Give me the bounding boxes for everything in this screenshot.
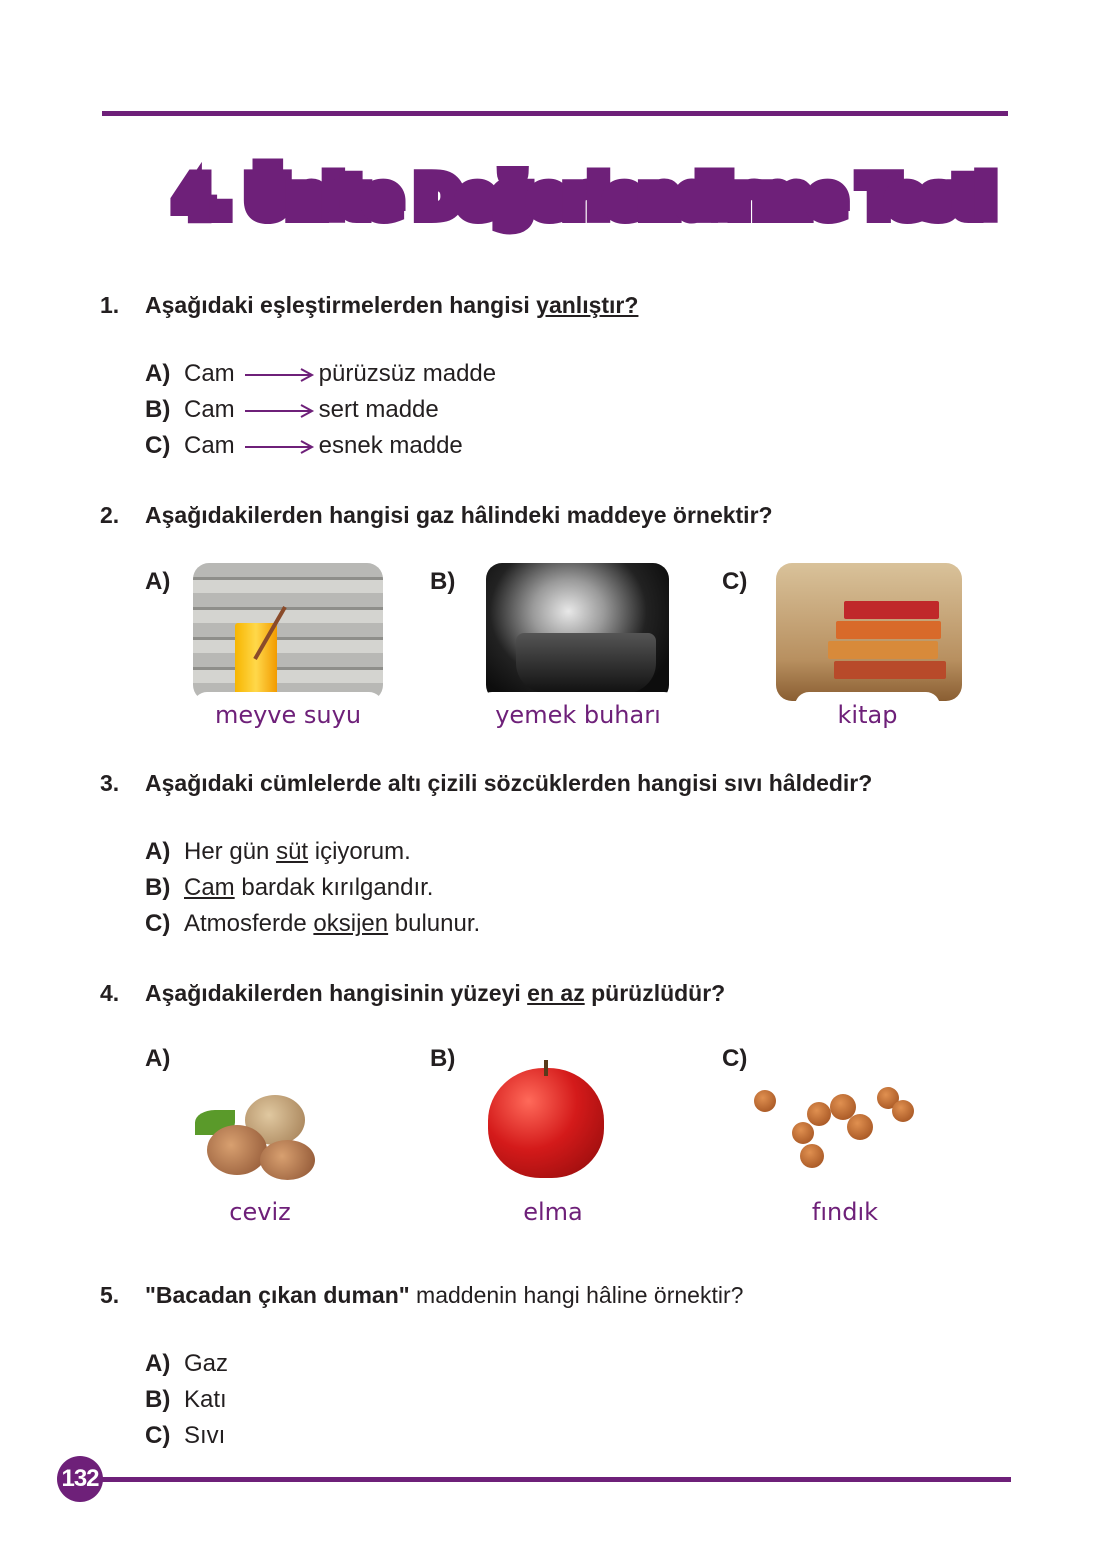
- option-left: Cam: [184, 396, 235, 423]
- arrow-right-icon: [245, 368, 315, 382]
- q4-option-c-letter[interactable]: C): [722, 1045, 748, 1072]
- walnut: [260, 1140, 315, 1180]
- q2-option-c-letter[interactable]: C): [722, 568, 748, 595]
- option-letter: A): [145, 360, 171, 387]
- question-text: Aşağıdakilerden hangisi gaz hâlindeki maddeye örnektir?: [145, 502, 773, 528]
- option-underlined-word: süt: [276, 838, 309, 865]
- option-right: pürüzsüz madde: [318, 360, 497, 387]
- q5-option-b[interactable]: [145, 1386, 227, 1414]
- q3-option-c[interactable]: [145, 910, 480, 938]
- question-number: 5.: [100, 1282, 120, 1308]
- option-letter: A): [145, 1350, 171, 1377]
- book: [828, 641, 938, 659]
- option-text-after: bardak kırılgandır.: [234, 874, 434, 901]
- books-image[interactable]: [776, 563, 962, 701]
- q5-option-c[interactable]: [145, 1422, 225, 1450]
- book: [844, 601, 939, 619]
- option-text: Katı: [184, 1386, 227, 1413]
- apple: [488, 1068, 604, 1178]
- caption-yemek-buhari: yemek buharı: [478, 692, 678, 732]
- question-quote: "Bacadan çıkan duman": [145, 1282, 410, 1308]
- option-letter: C): [145, 1422, 171, 1449]
- q3-option-a[interactable]: [145, 838, 411, 866]
- walnut: [207, 1125, 267, 1175]
- option-text: Gaz: [184, 1350, 229, 1377]
- question-emphasis: yanlıştır?: [536, 292, 639, 318]
- hazelnut: [807, 1102, 831, 1126]
- question-number: 2.: [100, 502, 120, 528]
- caption-elma: elma: [523, 1198, 583, 1226]
- q5-option-a[interactable]: [145, 1350, 228, 1378]
- option-text-after: bulunur.: [388, 910, 481, 937]
- question-text: Aşağıdakilerden hangisinin yüzeyi: [145, 980, 528, 1006]
- juice-glass-image[interactable]: [193, 563, 383, 701]
- option-text-after: içiyorum.: [308, 838, 411, 865]
- steaming-pot-image[interactable]: [486, 563, 669, 701]
- option-underlined-word: Cam: [184, 874, 235, 901]
- q2-option-b-letter[interactable]: B): [430, 568, 456, 595]
- option-letter: B): [145, 874, 171, 901]
- option-letter: C): [145, 910, 171, 937]
- question-text: maddenin hangi hâline örnektir?: [409, 1282, 744, 1308]
- option-letter: C): [145, 432, 171, 459]
- question-text: Aşağıdaki cümlelerde altı çizili sözcüklerden hangisi sıvı hâldedir?: [145, 770, 873, 796]
- question-number: 1.: [100, 292, 120, 318]
- q1-option-b[interactable]: [145, 396, 439, 424]
- apple-image[interactable]: [488, 1060, 604, 1178]
- caption-meyve-suyu: meyve suyu: [193, 692, 383, 732]
- option-right: sert madde: [318, 396, 439, 423]
- question-text-after: pürüzlüdür?: [584, 980, 726, 1006]
- question-1: [100, 292, 638, 319]
- option-letter: B): [145, 396, 171, 423]
- arrow-right-icon: [245, 404, 315, 418]
- pot: [516, 633, 656, 693]
- q4-option-a-letter[interactable]: A): [145, 1045, 171, 1072]
- q1-option-c[interactable]: [145, 432, 463, 460]
- hazelnut: [800, 1144, 824, 1168]
- hazelnut: [792, 1122, 814, 1144]
- q4-option-b-letter[interactable]: B): [430, 1045, 456, 1072]
- walnut-image[interactable]: [195, 1090, 320, 1185]
- caption-ceviz: ceviz: [229, 1198, 291, 1226]
- option-text-before: Her gün: [184, 838, 277, 865]
- apple-stem: [544, 1060, 548, 1076]
- question-number: 4.: [100, 980, 120, 1006]
- option-text: Sıvı: [184, 1422, 226, 1449]
- hazelnut: [754, 1090, 776, 1112]
- q1-option-a[interactable]: [145, 360, 496, 388]
- bottom-rule: [95, 1477, 1011, 1482]
- option-letter: B): [145, 1386, 171, 1413]
- question-number: 3.: [100, 770, 120, 796]
- question-4: [100, 980, 725, 1007]
- caption-findik: fındık: [811, 1198, 879, 1226]
- question-5: [100, 1282, 743, 1309]
- hazelnut-image[interactable]: [752, 1082, 917, 1172]
- option-right: esnek madde: [318, 432, 463, 459]
- question-2: [100, 502, 773, 529]
- option-text-before: Atmosferde: [184, 910, 314, 937]
- option-underlined-word: oksijen: [313, 910, 389, 937]
- hazelnut: [847, 1114, 873, 1140]
- option-left: Cam: [184, 360, 235, 387]
- top-rule: [102, 111, 1008, 116]
- hazelnut: [892, 1100, 914, 1122]
- page-number: 132: [57, 1456, 103, 1502]
- book: [836, 621, 941, 639]
- q2-option-a-letter[interactable]: A): [145, 568, 171, 595]
- caption-kitap: kitap: [795, 692, 940, 732]
- page-title: 4. Ünite Değerlendirme Testi: [175, 166, 994, 229]
- q3-option-b[interactable]: [145, 874, 433, 902]
- option-letter: A): [145, 838, 171, 865]
- arrow-right-icon: [245, 440, 315, 454]
- book: [834, 661, 946, 679]
- question-text: Aşağıdaki eşleştirmelerden hangisi: [145, 292, 537, 318]
- option-left: Cam: [184, 432, 235, 459]
- question-3: [100, 770, 872, 797]
- question-emphasis: en az: [527, 980, 585, 1006]
